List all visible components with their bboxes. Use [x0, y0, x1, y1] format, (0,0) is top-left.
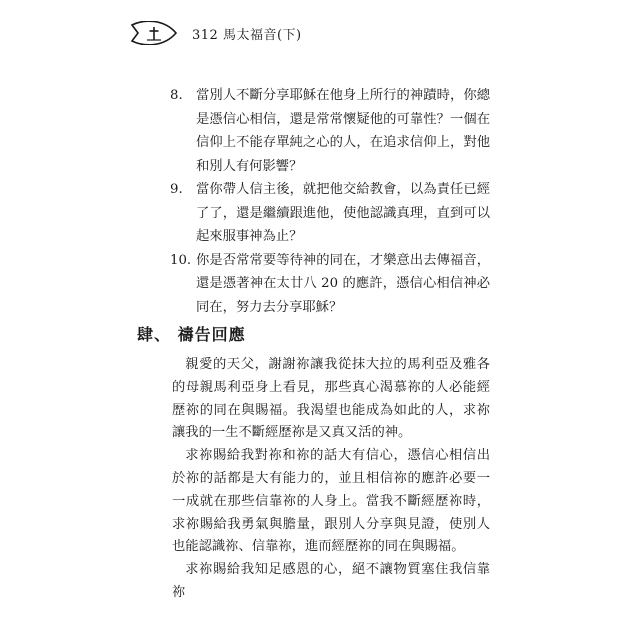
prayer-paragraph: 求祢賜給我知足感恩的心，絕不讓物質塞住我信靠祢 [172, 562, 490, 600]
section-heading: 肆、 禱告回應 [137, 325, 246, 344]
question-text: 當別人不斷分享耶穌在他身上所行的神蹟時，你總是憑信心相信，還是常常懷疑他的可靠性？一個在信仰上不能存單純之心的人，在追求信仰上，對他和別人有何影響？ [196, 88, 490, 174]
prayer-paragraph: 親愛的天父，謝謝祢讓我從抹大拉的馬利亞及雅各的母親馬利亞身上看見，那些真心渴慕祢的人必能經歷祢的同在與賜福。我渴望也能成為如此的人，求祢讓我的一生不斷經歷祢是又真又活的神。 [172, 357, 490, 441]
question-item [170, 178, 490, 249]
question-text: 當你帶人信主後，就把他交給教會，以為責任已經了了，還是繼續跟進他，使他認識真理，直到可以起來服事神為止？ [196, 182, 490, 244]
question-number: 9. [170, 182, 183, 197]
running-title: 312 馬太福音(下) [192, 27, 302, 43]
page-header [130, 20, 302, 46]
question-number: 8. [170, 88, 183, 103]
question-text: 你是否常常要等待神的同在，才樂意出去傳福音，還是憑著神在太廿八 20 的應許，憑信心相信神必同在，努力去分享耶穌？ [196, 252, 490, 315]
ichthys-fish-cross-icon [130, 21, 178, 45]
prayer-body [172, 354, 490, 605]
question-item [170, 84, 490, 178]
question-item [170, 249, 490, 320]
question-list [170, 84, 490, 319]
prayer-paragraph: 求祢賜給我對祢和祢的話大有信心，憑信心相信出於祢的話都是大有能力的，並且相信祢的應許必要一一成就在那些信靠祢的人身上。當我不斷經歷祢時，求祢賜給我勇氣與膽量，跟別人分享與見證，使別人也能認識祢、信靠祢，進而經歷祢的同在與賜福。 [172, 448, 490, 555]
question-number: 10. [170, 252, 192, 268]
